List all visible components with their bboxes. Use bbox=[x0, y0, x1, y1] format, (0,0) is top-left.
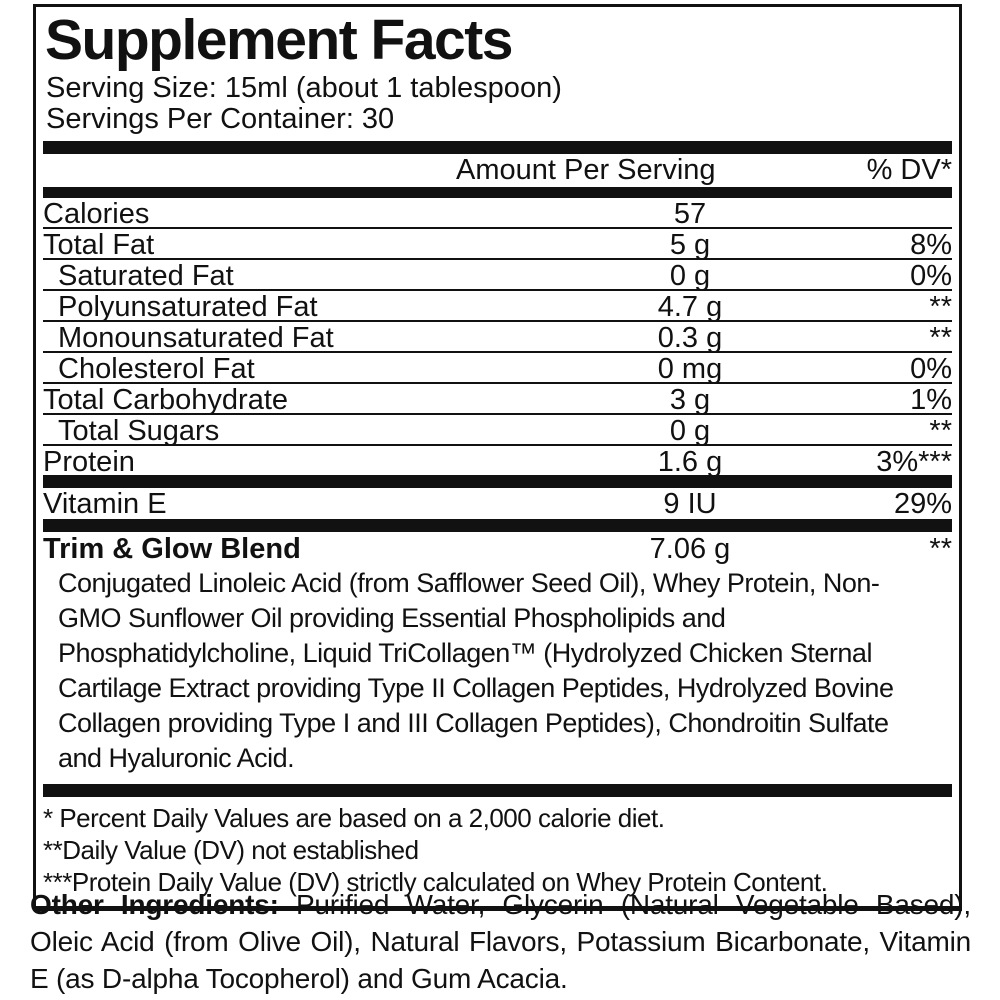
nutrient-row-calories bbox=[43, 198, 952, 231]
nutrient-dv: 29% bbox=[893, 488, 952, 521]
blend-name: Trim & Glow Blend bbox=[43, 532, 301, 565]
nutrient-dv: 8% bbox=[910, 229, 952, 262]
nutrient-amount: 3 g bbox=[669, 384, 711, 417]
nutrient-name: Polyunsaturated Fat bbox=[58, 291, 318, 324]
nutrient-row-total-sugars bbox=[43, 413, 952, 448]
nutrient-name: Calories bbox=[43, 198, 150, 231]
footnote-protein-dv: ***Protein Daily Value (DV) strictly calculated on Whey Protein Content. bbox=[43, 867, 828, 898]
blend-dv: ** bbox=[929, 532, 952, 565]
nutrient-amount: 5 g bbox=[669, 229, 711, 262]
divider-bar-footnotes bbox=[43, 784, 952, 797]
amount-per-serving-header: Amount Per Serving bbox=[456, 154, 716, 187]
percent-dv-header: % DV* bbox=[866, 154, 952, 187]
blend-description: Conjugated Linoleic Acid (from Safflower Seed Oil), Whey Protein, Non-GMO Sunflower Oil providing Essential Phospholipids and Phosphatidylcholine, Liquid TriCollagen™ (Hydrolyzed Chicken Sternal Cartilage Extract providing Type II Collagen Peptides, Hydrolyzed Bovine Collagen providing Type I and III Collagen Peptides), Chondroitin Sulfate and Hyaluronic Acid. bbox=[58, 568, 894, 774]
nutrient-amount: 0.3 g bbox=[657, 322, 723, 355]
footnote-percent-dv: * Percent Daily Values are based on a 2,000 calorie diet. bbox=[43, 803, 665, 834]
nutrient-name: Vitamin E bbox=[43, 488, 167, 521]
footnote-dv-not-established: **Daily Value (DV) not established bbox=[43, 835, 419, 866]
nutrient-amount: 4.7 g bbox=[657, 291, 723, 324]
nutrient-row-total-fat bbox=[43, 227, 952, 262]
nutrient-amount: 0 mg bbox=[657, 353, 723, 386]
nutrient-rows bbox=[43, 198, 952, 479]
other-ingredients-text: Purified Water, Glycerin (Natural Vegetable Based), Oleic Acid (from Olive Oil), Natural Flavors, Potassium Bicarbonate, Vitamin E (as D-alpha Tocopherol) and Gum Acacia. bbox=[30, 889, 971, 994]
nutrient-row-saturated-fat bbox=[43, 258, 952, 293]
nutrient-name: Protein bbox=[43, 446, 135, 479]
nutrient-dv: ** bbox=[929, 415, 952, 448]
nutrient-amount: 57 bbox=[673, 198, 707, 231]
footnotes bbox=[43, 802, 952, 898]
nutrient-name: Total Sugars bbox=[58, 415, 220, 448]
nutrient-name: Monounsaturated Fat bbox=[58, 322, 334, 355]
blend-amount: 7.06 g bbox=[649, 532, 731, 565]
nutrient-name: Cholesterol Fat bbox=[58, 353, 255, 386]
nutrient-row-cholesterol-fat bbox=[43, 351, 952, 386]
nutrient-row-total-carbohydrate bbox=[43, 382, 952, 417]
divider-bar-header bbox=[43, 187, 952, 198]
serving-size-line: Serving Size: 15ml (about 1 tablespoon) bbox=[46, 72, 562, 105]
nutrient-name: Total Fat bbox=[43, 229, 155, 262]
nutrient-amount: 9 IU bbox=[663, 488, 717, 521]
column-header-row bbox=[43, 154, 952, 187]
nutrient-amount: 1.6 g bbox=[657, 446, 723, 479]
other-ingredients-label: Other Ingredients: bbox=[30, 889, 279, 920]
panel-title: Supplement Facts bbox=[45, 8, 512, 72]
nutrient-name: Saturated Fat bbox=[58, 260, 234, 293]
nutrient-dv: 3%*** bbox=[876, 446, 952, 479]
nutrient-dv: ** bbox=[929, 291, 952, 324]
nutrient-row-vitamin-e bbox=[43, 488, 952, 519]
nutrient-dv: 1% bbox=[910, 384, 952, 417]
nutrient-amount: 0 g bbox=[669, 415, 711, 448]
nutrient-dv: ** bbox=[929, 322, 952, 355]
nutrient-name: Total Carbohydrate bbox=[43, 384, 289, 417]
supplement-facts-panel bbox=[33, 4, 962, 911]
nutrient-row-polyunsaturated-fat bbox=[43, 289, 952, 324]
servings-per-container-line: Servings Per Container: 30 bbox=[46, 103, 395, 136]
nutrient-row-monounsaturated-fat bbox=[43, 320, 952, 355]
divider-bar-top bbox=[43, 141, 952, 154]
blend-row bbox=[43, 532, 952, 566]
nutrient-row-protein bbox=[43, 444, 952, 479]
nutrient-amount: 0 g bbox=[669, 260, 711, 293]
other-ingredients bbox=[30, 886, 971, 997]
nutrient-dv: 0% bbox=[910, 260, 952, 293]
nutrient-dv: 0% bbox=[910, 353, 952, 386]
